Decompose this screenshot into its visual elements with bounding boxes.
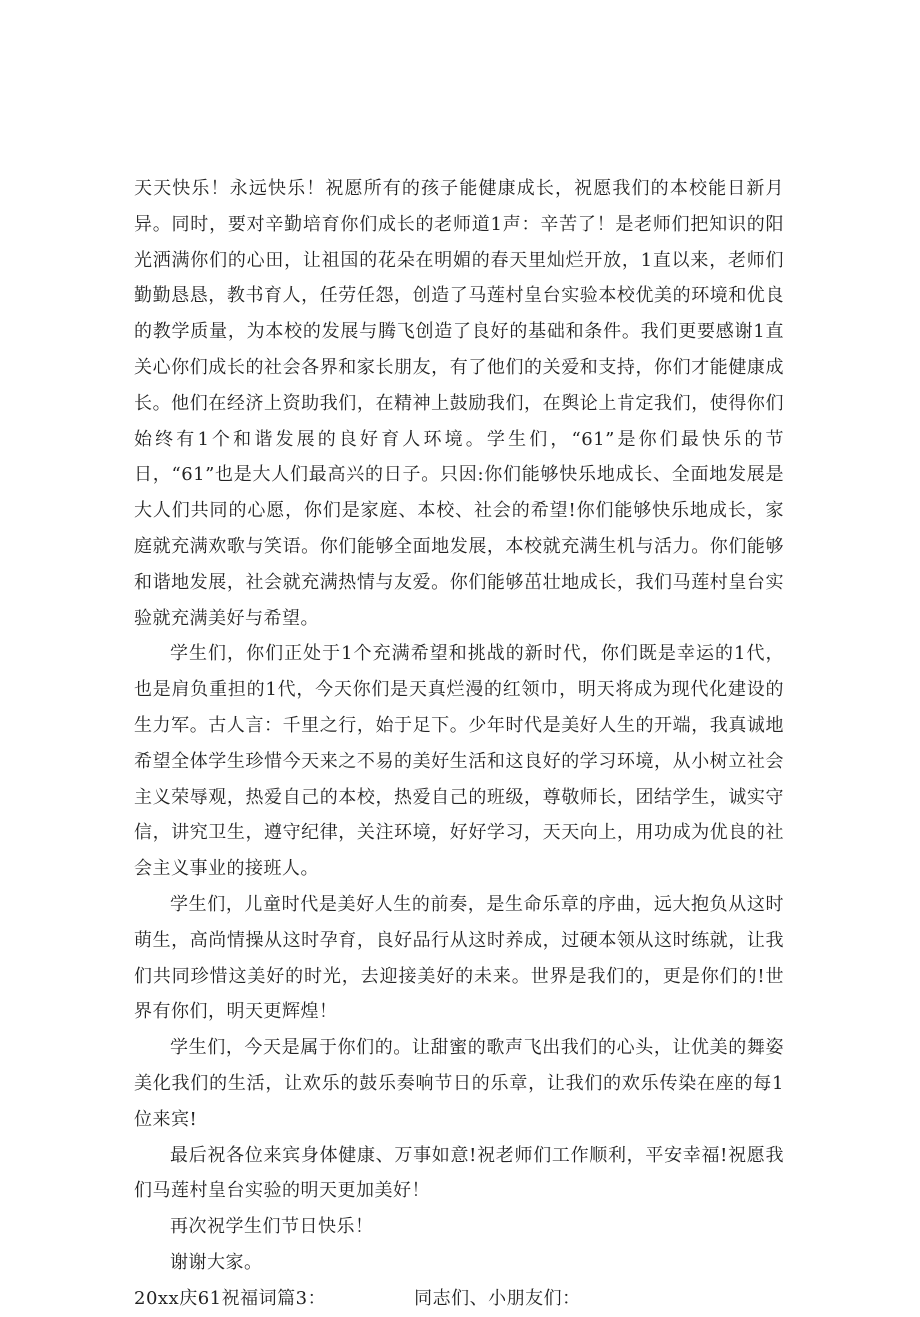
paragraph-7: 谢谢大家。 <box>170 1251 263 1273</box>
section-heading-line <box>134 1281 784 1317</box>
paragraph-5: 最后祝各位来宾身体健康、万事如意!祝老师们工作顺利，平安幸福!祝愿我们马莲村皇台实验的明天更加美好！ <box>134 1144 784 1202</box>
paragraph-6: 再次祝学生们节日快乐！ <box>170 1216 374 1238</box>
paragraph-3: 学生们，儿童时代是美好人生的前奏，是生命乐章的序曲，远大抱负从这时萌生，高尚情操从这时孕育，良好品行从这时养成，过硬本领从这时练就，让我们共同珍惜这美好的时光，去迎接美好的未来。世界是我们的，更是你们的!世界有你们，明天更辉煌！ <box>134 893 784 1023</box>
section-heading: 20xx庆61祝福词篇3： <box>134 1287 327 1309</box>
document-body <box>134 171 784 1317</box>
paragraph-2: 学生们，你们正处于1个充满希望和挑战的新时代，你们既是幸运的1代，也是肩负重担的1代，今天你们是天真烂漫的红领巾，明天将成为现代化建设的生力军。古人言：千里之行，始于足下。少年时代是美好人生的开端，我真诚地希望全体学生珍惜今天来之不易的美好生活和这良好的学习环境，从小树立社会主义荣辱观，热爱自己的本校，热爱自己的班级，尊敬师长，团结学生，诚实守信，讲究卫生，遵守纪律，关注环境，好好学习，天天向上，用功成为优良的社会主义事业的接班人。 <box>134 643 784 880</box>
paragraph-4: 学生们，今天是属于你们的。让甜蜜的歌声飞出我们的心头，让优美的舞姿美化我们的生活，让欢乐的鼓乐奏响节日的乐章，让我们的欢乐传染在座的每1位来宾! <box>134 1037 784 1130</box>
paragraph-1: 天天快乐！永远快乐！祝愿所有的孩子能健康成长，祝愿我们的本校能日新月异。同时，要对辛勤培育你们成长的老师道1声：辛苦了！是老师们把知识的阳光洒满你们的心田，让祖国的花朵在明媚的春天里灿烂开放，1直以来，老师们勤勤恳恳，教书育人，任劳任怨，创造了马莲村皇台实验本校优美的环境和优良的教学质量，为本校的发展与腾飞创造了良好的基础和条件。我们更要感谢1直关心你们成长的社会各界和家长朋友，有了他们的关爱和支持，你们才能健康成长。他们在经济上资助我们，在精神上鼓励我们，在舆论上肯定我们，使得你们始终有1个和谐发展的良好育人环境。学生们，“61”是你们最快乐的节日，“61”也是大人们最高兴的日子。只因:你们能够快乐地成长、全面地发展是大人们共同的心愿，你们是家庭、本校、社会的希望!你们能够快乐地成长，家庭就充满欢歌与笑语。你们能够全面地发展，本校就充满生机与活力。你们能够和谐地发展，社会就充满热情与友爱。你们能够茁壮地成长，我们马莲村皇台实验就充满美好与希望。 <box>134 178 784 629</box>
greeting: 同志们、小朋友们： <box>414 1287 581 1309</box>
